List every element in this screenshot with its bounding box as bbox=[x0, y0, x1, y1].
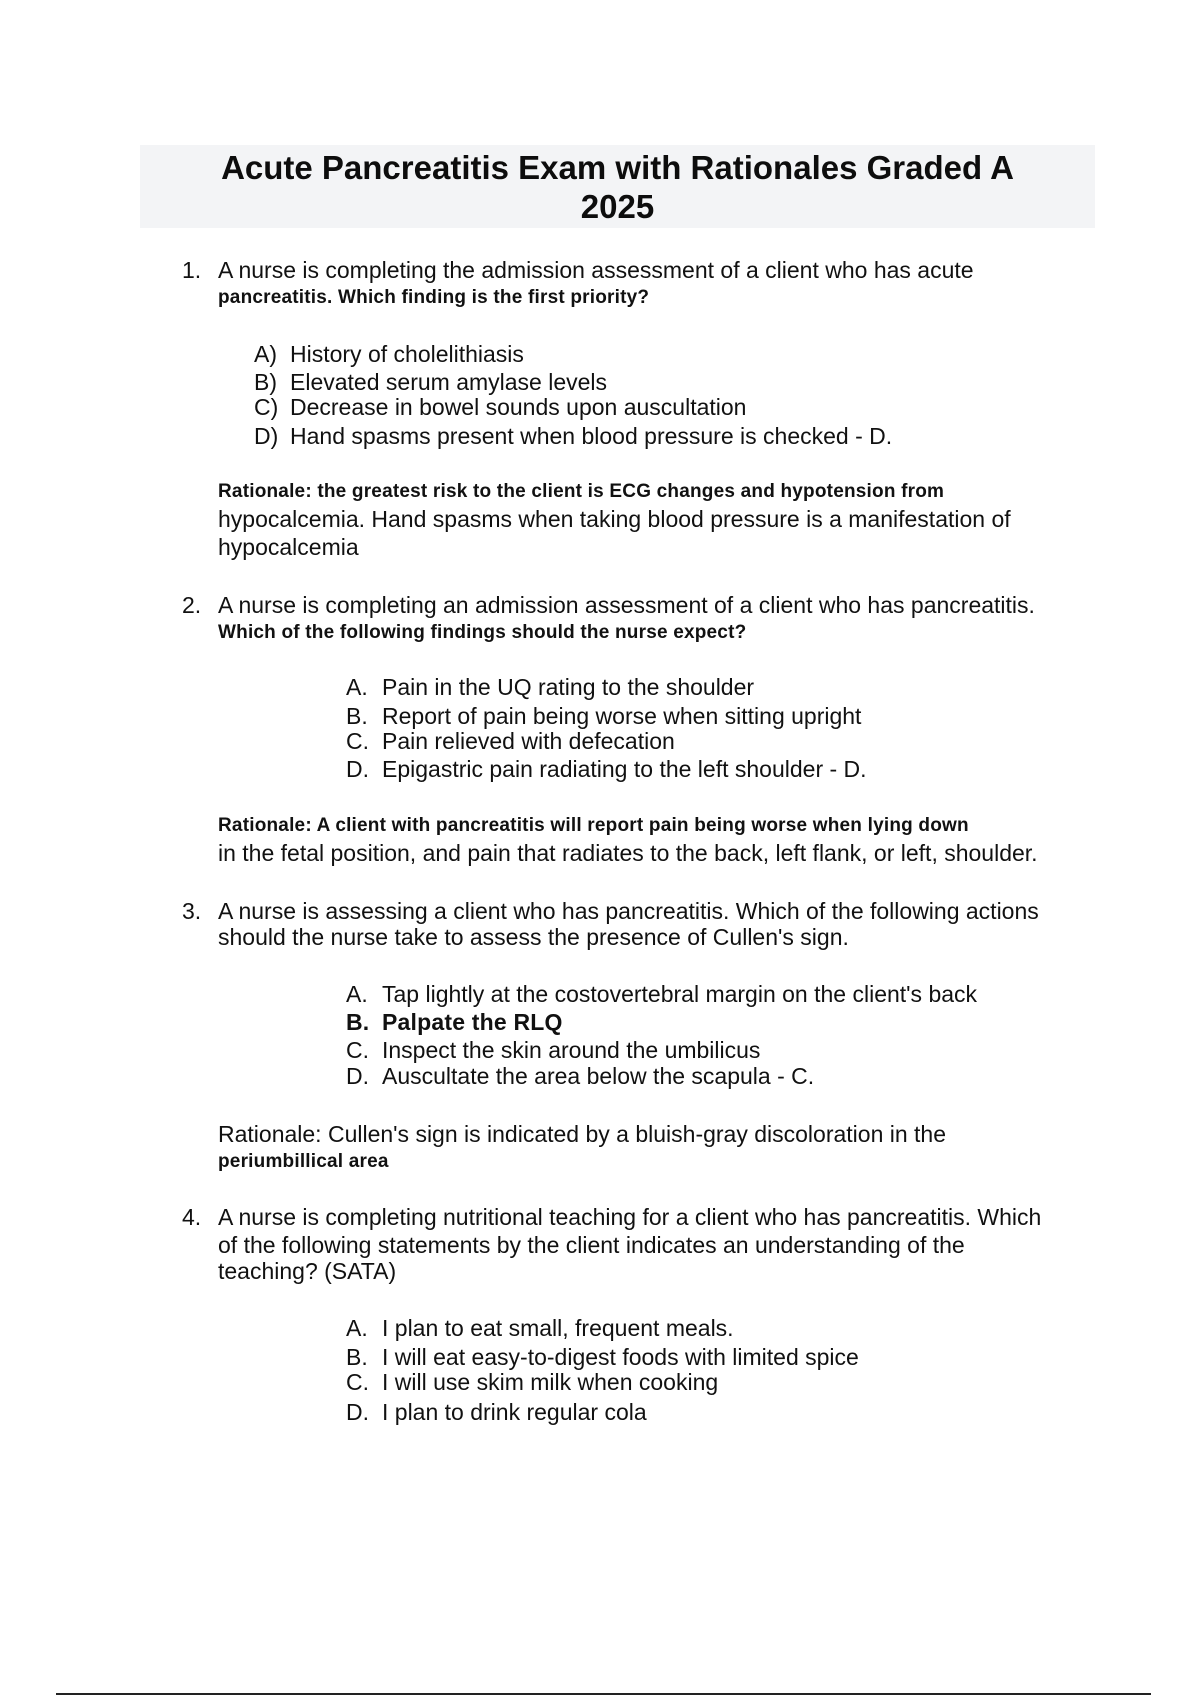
question-stem-line: Which of the following findings should the nurse expect? bbox=[218, 622, 747, 643]
option-text: I plan to drink regular cola bbox=[382, 1399, 647, 1425]
question-number: 1. bbox=[182, 257, 202, 283]
option-text: Hand spasms present when blood pressure is checked - D. bbox=[290, 423, 893, 449]
option-label: B. bbox=[346, 703, 368, 729]
question-stem-line: teaching? (SATA) bbox=[218, 1258, 397, 1284]
option-text: Pain relieved with defecation bbox=[382, 728, 675, 754]
question-number: 3. bbox=[182, 898, 202, 924]
option-label: D. bbox=[346, 1399, 369, 1425]
option-text: Pain in the UQ rating to the shoulder bbox=[382, 674, 755, 700]
option-label: D. bbox=[346, 1063, 369, 1089]
option-label: A) bbox=[254, 341, 277, 367]
option-label: A. bbox=[346, 674, 368, 700]
question-stem-line: A nurse is assessing a client who has pancreatitis. Which of the following actions bbox=[218, 898, 1039, 924]
option-text: Tap lightly at the costovertebral margin on the client's back bbox=[382, 981, 978, 1007]
option-text: History of cholelithiasis bbox=[290, 341, 524, 367]
question-stem-line: A nurse is completing nutritional teaching for a client who has pancreatitis. Which bbox=[218, 1204, 1042, 1230]
question-stem-line: A nurse is completing an admission assessment of a client who has pancreatitis. bbox=[218, 592, 1035, 618]
option-label: B. bbox=[346, 1344, 368, 1370]
option-label: C. bbox=[346, 1037, 369, 1063]
option-text: I will use skim milk when cooking bbox=[382, 1369, 719, 1395]
option-text: Report of pain being worse when sitting upright bbox=[382, 703, 862, 729]
rationale-line: hypocalcemia. Hand spasms when taking blood pressure is a manifestation of bbox=[218, 506, 1011, 532]
rationale-line: periumbillical area bbox=[218, 1151, 389, 1172]
footer-rule bbox=[56, 1693, 1151, 1695]
question-stem-line: should the nurse take to assess the presence of Cullen's sign. bbox=[218, 924, 849, 950]
rationale-line: in the fetal position, and pain that radiates to the back, left flank, or left, shoulder. bbox=[218, 840, 1038, 866]
option-label: D. bbox=[346, 756, 369, 782]
option-label: B) bbox=[254, 369, 277, 395]
option-text: I plan to eat small, frequent meals. bbox=[382, 1315, 734, 1341]
option-label: A. bbox=[346, 1315, 368, 1341]
question-stem-line: of the following statements by the client indicates an understanding of the bbox=[218, 1232, 965, 1258]
rationale-line: hypocalcemia bbox=[218, 534, 359, 560]
option-text: Palpate the RLQ bbox=[382, 1009, 563, 1035]
option-label: C. bbox=[346, 728, 369, 754]
rationale-line: Rationale: the greatest risk to the client is ECG changes and hypotension from bbox=[218, 481, 945, 502]
rationale-line: Rationale: Cullen's sign is indicated by a bluish-gray discoloration in the bbox=[218, 1121, 947, 1147]
option-text: Inspect the skin around the umbilicus bbox=[382, 1037, 761, 1063]
question-number: 4. bbox=[182, 1204, 202, 1230]
rationale-line: Rationale: A client with pancreatitis will report pain being worse when lying down bbox=[218, 815, 969, 836]
option-label: D) bbox=[254, 423, 279, 449]
option-text: Auscultate the area below the scapula - C. bbox=[382, 1063, 815, 1089]
question-number: 2. bbox=[182, 592, 202, 618]
option-label: A. bbox=[346, 981, 368, 1007]
option-text: Epigastric pain radiating to the left shoulder - D. bbox=[382, 756, 867, 782]
option-text: Elevated serum amylase levels bbox=[290, 369, 608, 395]
option-label: C) bbox=[254, 394, 279, 420]
option-label: C. bbox=[346, 1369, 369, 1395]
option-text: Decrease in bowel sounds upon auscultation bbox=[290, 394, 747, 420]
page-title-line-2: 2025 bbox=[580, 188, 655, 225]
option-text: I will eat easy-to-digest foods with limited spice bbox=[382, 1344, 859, 1370]
option-label: B. bbox=[346, 1009, 370, 1035]
question-stem-line: A nurse is completing the admission assessment of a client who has acute bbox=[218, 257, 974, 283]
page-title-line-1: Acute Pancreatitis Exam with Rationales Graded A bbox=[221, 149, 1014, 186]
question-stem-line: pancreatitis. Which finding is the first priority? bbox=[218, 287, 650, 308]
